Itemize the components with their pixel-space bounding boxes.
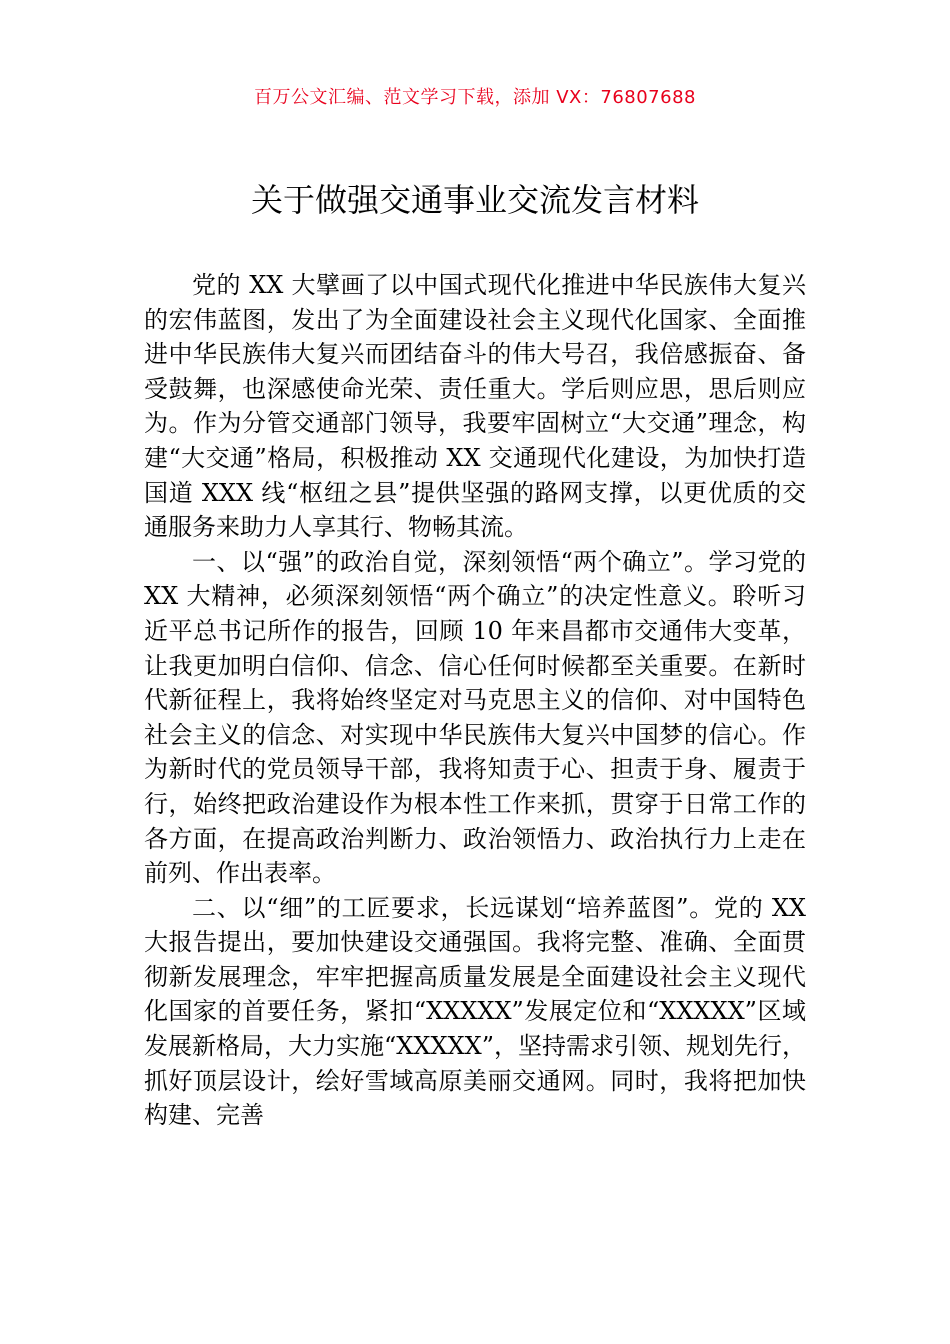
promo-header-text: 百万公文汇编、范文学习下载，添加 VX：76807688: [254, 87, 696, 108]
paragraph-section-one: 一、以“强”的政治自觉，深刻领悟“两个确立”。学习党的 XX 大精神，必须深刻领悟“两个确立”的决定性意义。聆听习近平总书记所作的报告，回顾 10 年来昌都市交通伟大变革，让我更加明白信仰、信念、信心任何时候都至关重要。在新时代新征程上，我将始终坚定对马克思主义的信仰、对中国特色社会主义的信念、对实现中华民族伟大复兴中国梦的信心。作为新时代的党员领导干部，我将知责于心、担责于身、履责于行，始终把政治建设作为根本性工作来抓，贯穿于日常工作的各方面，在提高政治判断力、政治领悟力、政治执行力上走在前列、作出表率。: [144, 547, 806, 888]
paragraph-section-two: 二、以“细”的工匠要求，长远谋划“培养蓝图”。党的 XX 大报告提出，要加快建设交通强国。我将完整、准确、全面贯彻新发展理念，牢牢把握高质量发展是全面建设社会主义现代化国家的首要任务，紧扣“XXXXX”发展定位和“XXXXX”区域发展新格局，大力实施“XXXXX”，坚持需求引领、规划先行，抓好顶层设计，绘好雪域高原美丽交通网。同时，我将把加快构建、完善: [144, 893, 806, 1130]
document-title: 关于做强交通事业交流发言材料: [250, 181, 699, 219]
paragraph-intro: 党的 XX 大擘画了以中国式现代化推进中华民族伟大复兴的宏伟蓝图，发出了为全面建设社会主义现代化国家、全面推进中华民族伟大复兴而团结奋斗的伟大号召，我倍感振奋、备受鼓舞，也深感使命光荣、责任重大。学后则应思，思后则应为。作为分管交通部门领导，我要牢固树立“大交通”理念，构建“大交通”格局，积极推动 XX 交通现代化建设，为加快打造国道 XXX 线“枢纽之县”提供坚强的路网支撑，以更优质的交通服务来助力人享其行、物畅其流。: [144, 271, 806, 542]
document-body: [144, 268, 806, 1133]
